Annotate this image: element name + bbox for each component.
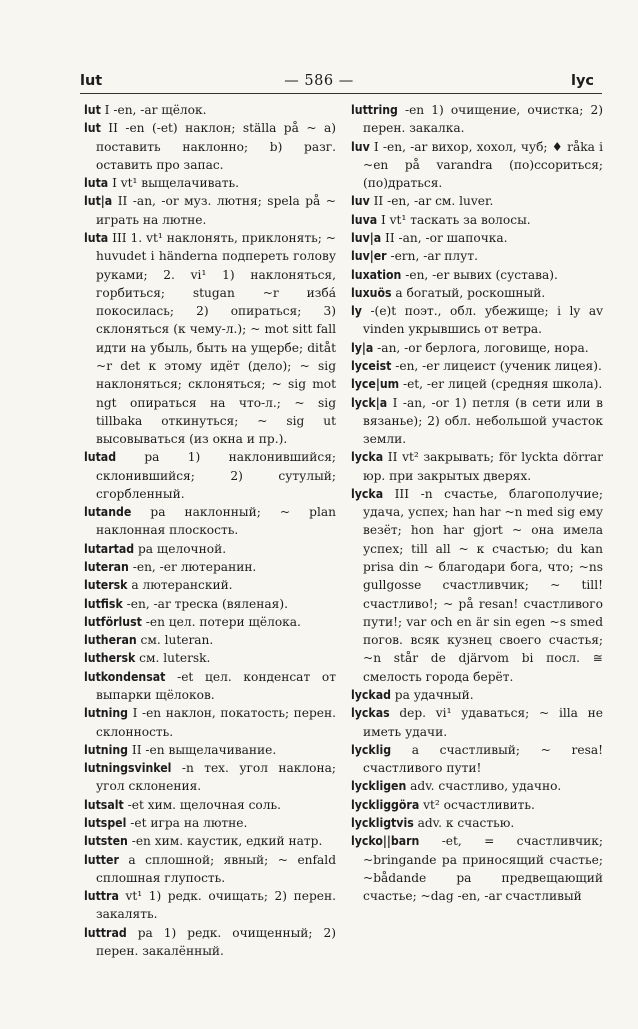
entry-headword: lutsalt xyxy=(84,797,124,812)
entry-headword: lyckligen xyxy=(351,779,407,794)
dictionary-entry xyxy=(84,119,336,174)
entry-headword: lyce|um xyxy=(351,377,400,392)
entry-headword: lycka xyxy=(351,486,384,501)
entry-definition: vt² осчастливить. xyxy=(419,797,535,812)
dictionary-entry xyxy=(84,540,336,558)
dictionary-entry xyxy=(84,229,336,448)
entry-definition: III 1. vt¹ наклонять, приклонять; ~ huvudet i händerna подпереть голову руками; 2. vi¹ 1) наклоняться, горбиться; stugan ~r избá покосилась; 2) опираться; 3) склоняться (к чему-л.); ~ mot sitt fall идти на убыль, быть на ущербе; ditåt ~r det к этому идёт (дело); ~ sig наклоняться; склоняться; ~ sig mot ngt опираться на что-л.; ~ sig tillbaka откинуться; ~ sig ut высовываться (из окна и пр.). xyxy=(96,230,336,447)
entry-definition: a лютеранский. xyxy=(127,578,233,593)
dictionary-entry xyxy=(351,375,603,393)
dictionary-entry xyxy=(351,686,603,704)
dictionary-entry xyxy=(351,814,603,832)
entry-headword: luv xyxy=(351,139,370,154)
entry-definition: -en 1) очищение, очистка; 2) перен. закалка. xyxy=(363,103,603,136)
dictionary-entry xyxy=(84,814,336,832)
entry-headword: lut|a xyxy=(84,194,113,209)
entry-headword: lutheran xyxy=(84,633,137,648)
entry-headword: lutersk xyxy=(84,578,128,593)
entry-headword: lut xyxy=(84,121,101,136)
entry-headword: lyckligtvis xyxy=(351,815,414,830)
entry-definition: I -en, -ar щёлок. xyxy=(100,103,207,117)
entry-definition: I vt¹ выщелачивать. xyxy=(108,176,239,191)
dictionary-entry xyxy=(84,576,336,594)
entry-headword: lyckas xyxy=(351,706,390,721)
entry-headword: lutande xyxy=(84,505,132,520)
dictionary-entry xyxy=(351,357,603,375)
entry-definition: adv. счастливо, удачно. xyxy=(406,779,562,794)
entry-headword: luxation xyxy=(351,267,402,282)
dictionary-entry xyxy=(351,704,603,741)
right-column xyxy=(351,101,603,905)
dictionary-entry xyxy=(351,777,603,795)
dictionary-entry xyxy=(351,229,603,247)
dictionary-entry xyxy=(351,192,603,210)
entry-headword: luttrad xyxy=(84,925,127,940)
dictionary-entry xyxy=(351,302,603,339)
entry-headword: luttring xyxy=(351,103,398,117)
entry-headword: luva xyxy=(351,212,378,227)
entry-definition: -en, -er лицеист (ученик лицея). xyxy=(391,358,602,373)
entry-definition: II -en выщелачивание. xyxy=(128,742,277,757)
entry-headword: lutad xyxy=(84,450,117,465)
entry-definition: см. lutersk. xyxy=(135,651,211,666)
entry-headword: lutkondensat xyxy=(84,669,166,684)
entry-definition: dep. vi¹ удаваться; ~ illa не иметь удачи. xyxy=(363,706,603,739)
dictionary-entry xyxy=(84,174,336,192)
entry-definition: -et, -er лицей (средняя школа). xyxy=(399,377,603,392)
dictionary-entry xyxy=(84,887,336,924)
entry-headword: ly|a xyxy=(351,340,374,355)
entry-headword: lycka xyxy=(351,450,384,465)
dictionary-entry xyxy=(351,485,603,686)
entry-definition: -en, -er лютеранин. xyxy=(128,560,257,575)
entry-headword: luteran xyxy=(84,560,129,575)
dictionary-entry xyxy=(84,796,336,814)
dictionary-entry xyxy=(84,759,336,796)
dictionary-entry xyxy=(351,284,603,302)
header-right-word: lyc xyxy=(570,73,594,89)
dictionary-entry xyxy=(84,448,336,503)
entry-definition: -en цел. потери щёлока. xyxy=(141,614,301,629)
dictionary-entry xyxy=(84,851,336,888)
entry-definition: см. luteran. xyxy=(136,633,214,648)
entry-headword: luv|er xyxy=(351,249,387,264)
dictionary-entry xyxy=(351,138,603,193)
dictionary-entry xyxy=(84,668,336,705)
entry-definition: a сплошной; явный; ~ enfald сплошная глупость. xyxy=(96,852,336,885)
entry-definition: -et хим. щелочная соль. xyxy=(123,797,281,812)
entry-headword: ly xyxy=(351,304,362,319)
entry-headword: lutning xyxy=(84,742,129,757)
left-column xyxy=(84,101,336,960)
entry-headword: lutspel xyxy=(84,815,127,830)
entry-headword: luta xyxy=(84,176,109,191)
dictionary-entry xyxy=(351,101,603,138)
dictionary-entry xyxy=(84,558,336,576)
entry-definition: adv. к счастью. xyxy=(413,815,515,830)
entry-definition: I -en, -ar вихор, хохол, чуб; ♦ råka i ~en på varandra (по)ссориться; (по)драться. xyxy=(363,139,603,191)
entry-headword: lut xyxy=(84,103,101,117)
entry-definition: -n тех. угол наклона; угол склонения. xyxy=(96,761,336,794)
dictionary-entry xyxy=(84,503,336,540)
entry-definition: I -an, -or 1) петля (в сети или в вязанье); 2) обл. небольшой участок земли. xyxy=(363,395,603,447)
dictionary-entry xyxy=(351,448,603,485)
entry-definition: III -n счастье, благополучие; удача, успех; han har ~n med sig ему везёт; hon har gjort ~ она имела успех; till all ~ к счастью; du kan prisa din ~ благодари бога, что; ~ns gullgosse счастливчик; ~ till! счастливо!; ~ på resan! счастливого пути!; var och en är sin egen ~s smed погов. всяк кузнец своего счастья; ~n står de djärvom bi посл. ≅ смелость города берёт. xyxy=(363,486,603,684)
entry-headword: luttra xyxy=(84,889,119,904)
entry-headword: lyckad xyxy=(351,688,391,702)
page-number: — 586 — xyxy=(284,73,354,89)
entry-definition: pa 1) наклонившийся; склонившийся; 2) сутулый; сгорбленный. xyxy=(96,450,336,501)
entry-definition: -ern, -ar плут. xyxy=(386,249,478,264)
entry-headword: lutning xyxy=(84,706,129,721)
entry-headword: lutförlust xyxy=(84,614,142,629)
dictionary-entry xyxy=(351,832,603,905)
entry-definition: I -en наклон, покатость; перен. склонность. xyxy=(96,706,336,739)
entry-headword: luv xyxy=(351,194,370,209)
dictionary-entry xyxy=(351,211,603,229)
entry-definition: vt¹ 1) редк. очищать; 2) перен. закалять. xyxy=(96,889,336,922)
entry-definition: -an, -or берлога, логовище, нора. xyxy=(373,340,589,355)
entry-definition: II -an, -or шапочка. xyxy=(381,230,508,245)
entry-headword: lycklig xyxy=(351,742,392,757)
dictionary-entry xyxy=(84,595,336,613)
entry-definition: a богатый, роскошный. xyxy=(391,285,546,300)
dictionary-entry xyxy=(351,247,603,265)
entry-headword: lyckliggöra xyxy=(351,797,420,812)
dictionary-entry xyxy=(84,832,336,850)
entry-definition: -(e)t поэт., обл. убежище; i ly av vinden укрывшись от ветра. xyxy=(361,304,603,337)
entry-headword: luv|a xyxy=(351,230,382,245)
dictionary-entry xyxy=(84,704,336,741)
entry-definition: -et игра на лютне. xyxy=(126,815,248,830)
dictionary-entry xyxy=(84,924,336,961)
entry-definition: II -en, -ar см. luver. xyxy=(369,194,494,209)
entry-definition: -en хим. каустик, едкий натр. xyxy=(127,834,323,849)
entry-headword: luxuös xyxy=(351,285,392,300)
entry-definition: pa наклонный; ~ plan наклонная плоскость. xyxy=(96,505,336,538)
entry-headword: lutfisk xyxy=(84,596,123,611)
dictionary-entry xyxy=(84,741,336,759)
entry-headword: luthersk xyxy=(84,651,136,666)
entry-definition: -en, -ar треска (вяленая). xyxy=(122,596,288,611)
entry-definition: II vt² закрывать; för lyckta dörrar юр. при закрытых дверях. xyxy=(363,450,603,483)
entry-definition: -en, -er вывих (сустава). xyxy=(401,267,558,282)
entry-headword: lutter xyxy=(84,852,119,867)
dictionary-entry xyxy=(84,192,336,229)
dictionary-entry xyxy=(351,741,603,778)
dictionary-entry xyxy=(84,649,336,667)
header-rule xyxy=(80,93,602,94)
dictionary-entry xyxy=(84,631,336,649)
entry-headword: luta xyxy=(84,230,109,245)
entry-definition: II -en (-et) наклон; ställa på ~ a) поставить наклонно; b) разг. оставить про запас. xyxy=(96,121,336,172)
entry-definition: pa щелочной. xyxy=(134,541,227,556)
entry-definition: a счастливый; ~ resa! счастливого пути! xyxy=(363,742,603,776)
entry-headword: lyck|a xyxy=(351,395,388,410)
dictionary-entry xyxy=(351,796,603,814)
entry-headword: lyceist xyxy=(351,358,392,373)
entry-definition: I vt¹ таскать за волосы. xyxy=(377,212,531,227)
header-left-word: lut xyxy=(80,73,103,89)
dictionary-entry xyxy=(351,339,603,357)
entry-definition: II -an, -or муз. лютня; spela på ~ играть на лютне. xyxy=(96,194,336,227)
dictionary-entry xyxy=(84,101,336,119)
entry-headword: lutningsvinkel xyxy=(84,761,172,776)
dictionary-entry xyxy=(84,613,336,631)
entry-definition: -et цел. конденсат от выпарки щёлоков. xyxy=(96,669,336,702)
entry-headword: lutsten xyxy=(84,834,128,849)
entry-definition: pa 1) редк. очищенный; 2) перен. закалённый. xyxy=(96,925,336,958)
dictionary-entry xyxy=(351,266,603,284)
entry-definition: pa удачный. xyxy=(390,688,474,702)
entry-headword: lutartad xyxy=(84,541,135,556)
entry-definition: -et, = счастливчик; ~bringande pa приносящий счастье; ~bådande pa предвещающий счастье; ~dag -en, -ar счастливый xyxy=(363,834,603,904)
dictionary-entry xyxy=(351,394,603,449)
entry-headword: lycko||barn xyxy=(351,834,420,849)
